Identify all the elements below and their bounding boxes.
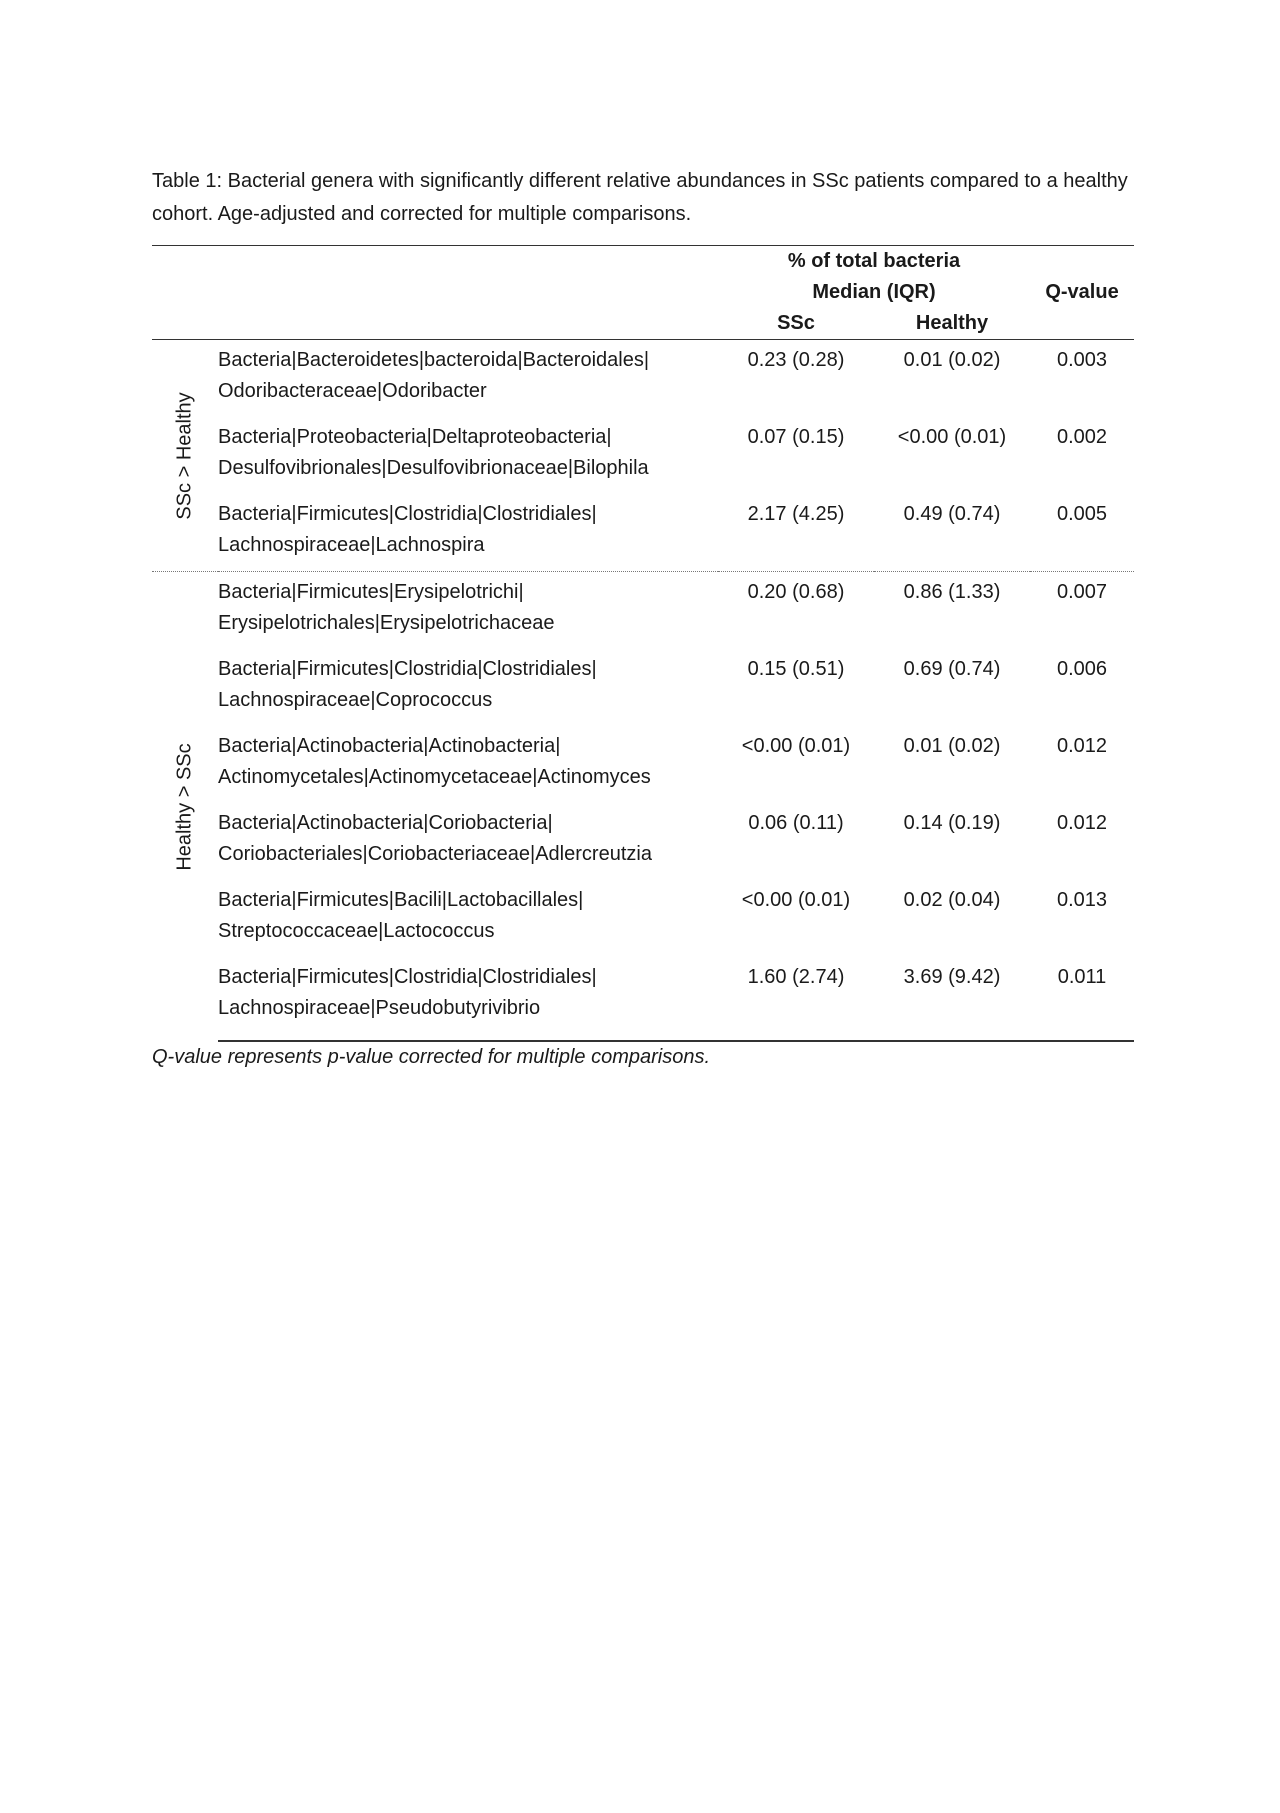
caption-text: Bacterial genera with significantly different relative abundances in SSc patients compared to a healthy cohort. Age-adjusted and corrected for multiple comparisons.	[152, 170, 1128, 225]
ssc-value: 0.06 (0.11)	[748, 812, 844, 834]
healthy-value: 0.69 (0.74)	[903, 658, 1001, 680]
ssc-value: 0.23 (0.28)	[747, 349, 845, 371]
table-row	[152, 726, 1134, 803]
header-group-title-1: % of total bacteria	[718, 246, 1030, 278]
table-row	[152, 803, 1134, 880]
ssc-value: 2.17 (4.25)	[747, 503, 845, 525]
healthy-value: <0.00 (0.01)	[897, 426, 1007, 448]
header-healthy: Healthy	[874, 308, 1030, 340]
healthy-value: 0.14 (0.19)	[903, 812, 1001, 834]
ssc-value: 0.15 (0.51)	[747, 658, 845, 680]
healthy-value: 0.02 (0.04)	[903, 889, 1001, 911]
taxon-cell: Bacteria|Actinobacteria|Actinobacteria| Actinomycetales|Actinomycetaceae|Actinomyces	[218, 735, 651, 788]
q-value: 0.006	[1056, 658, 1108, 680]
healthy-value: 0.01 (0.02)	[903, 735, 1001, 757]
taxon-cell: Bacteria|Proteobacteria|Deltaproteobacteria| Desulfovibrionales|Desulfovibrionaceae|Bilophila	[218, 426, 649, 479]
ssc-value: 0.20 (0.68)	[718, 572, 874, 650]
table-row	[152, 417, 1134, 494]
header-group-title-2: Median (IQR)	[812, 281, 936, 303]
q-value: 0.002	[1056, 426, 1108, 448]
q-value: 0.011	[1030, 957, 1134, 1041]
group-label-cell	[152, 340, 218, 572]
healthy-value: 0.86 (1.33)	[874, 572, 1030, 650]
healthy-value: 0.49 (0.74)	[903, 503, 1001, 525]
taxon-cell: Bacteria|Firmicutes|Clostridia|Clostridiales| Lachnospiraceae|Coprococcus	[218, 658, 597, 711]
healthy-value: 3.69 (9.42)	[874, 957, 1030, 1041]
taxon-cell: Bacteria|Firmicutes|Erysipelotrichi| Erysipelotrichales|Erysipelotrichaceae	[218, 572, 718, 650]
q-value: 0.012	[1056, 735, 1108, 757]
q-value: 0.005	[1056, 503, 1108, 525]
table-row	[152, 649, 1134, 726]
table-row	[152, 494, 1134, 572]
q-value: 0.013	[1056, 889, 1108, 911]
table-caption	[152, 165, 1134, 231]
caption-label: Table 1:	[152, 170, 223, 192]
table-row	[152, 880, 1134, 957]
document-page	[152, 165, 1134, 1069]
header-q-value: Q-value	[1045, 281, 1119, 303]
q-value: 0.003	[1056, 349, 1108, 371]
q-value: 0.007	[1030, 572, 1134, 650]
ssc-value: <0.00 (0.01)	[741, 735, 851, 757]
header-ssc: SSc	[718, 308, 874, 340]
table-row	[152, 340, 1134, 418]
table-footnote: Q-value represents p-value corrected for multiple comparisons.	[152, 1046, 711, 1068]
taxon-cell: Bacteria|Firmicutes|Clostridia|Clostridiales| Lachnospiraceae|Lachnospira	[218, 503, 597, 556]
taxon-cell: Bacteria|Bacteroidetes|bacteroida|Bacteroidales| Odoribacteraceae|Odoribacter	[218, 349, 650, 402]
ssc-value: 1.60 (2.74)	[718, 957, 874, 1041]
group-label: SSc > Healthy	[173, 391, 196, 520]
taxon-cell: Bacteria|Actinobacteria|Coriobacteria| Coriobacteriales|Coriobacteriaceae|Adlercreutzia	[218, 812, 652, 865]
results-table	[152, 245, 1134, 1042]
taxon-cell: Bacteria|Firmicutes|Bacili|Lactobacillales| Streptococcaceae|Lactococcus	[218, 889, 584, 942]
group-label: Healthy > SSc	[173, 742, 196, 871]
taxon-cell: Bacteria|Firmicutes|Clostridia|Clostridiales| Lachnospiraceae|Pseudobutyrivibrio	[218, 957, 718, 1041]
group-label-cell	[152, 572, 218, 1042]
q-value: 0.012	[1056, 812, 1108, 834]
table-row	[152, 572, 1134, 650]
ssc-value: <0.00 (0.01)	[741, 889, 851, 911]
ssc-value: 0.07 (0.15)	[747, 426, 845, 448]
table-row	[152, 957, 1134, 1041]
healthy-value: 0.01 (0.02)	[903, 349, 1001, 371]
